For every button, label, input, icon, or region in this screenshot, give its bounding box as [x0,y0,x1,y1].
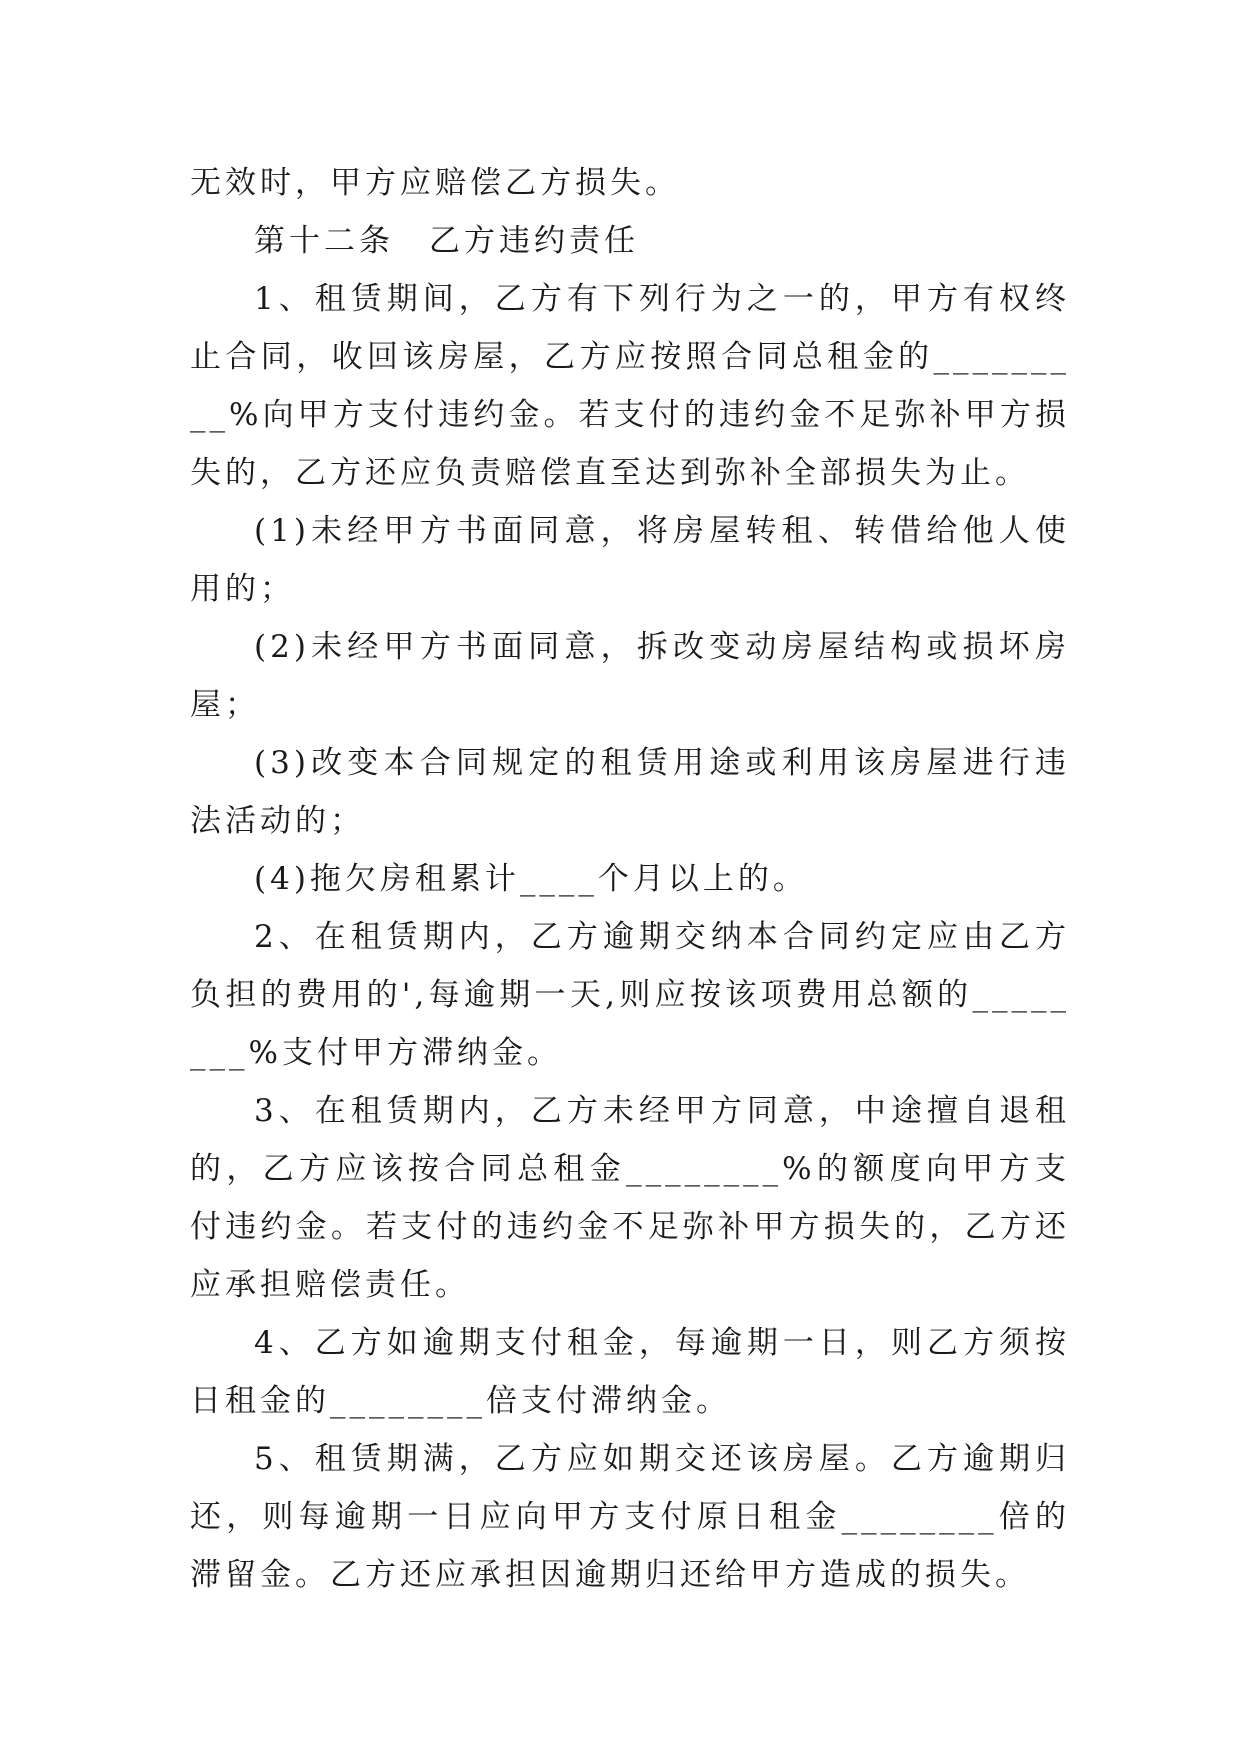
clause-1-item-2: (2)未经甲方书面同意，拆改变动房屋结构或损坏房屋； [190,629,1070,723]
clause-1-item-3: (3)改变本合同规定的租赁用途或利用该房屋进行违法活动的； [190,745,1070,839]
article-12-heading: 第十二条 乙方违约责任 [254,223,639,259]
clause-1: 1、租赁期间，乙方有下列行为之一的，甲方有权终止合同，收回该房屋，乙方应按照合同总租金的_________%向甲方支付违约金。若支付的违约金不足弥补甲方损失的，乙方还应负责赔偿直至达到弥补全部损失为止。 [190,281,1070,491]
clause-3: 3、在租赁期内，乙方未经甲方同意，中途擅自退租的，乙方应该按合同总租金________%的额度向甲方支付违约金。若支付的违约金不足弥补甲方损失的，乙方还应承担赔偿责任。 [190,1093,1070,1303]
document-body [190,154,1070,1604]
clause-1-item-4: (4)拖欠房租累计____个月以上的。 [254,861,808,897]
clause-2: 2、在租赁期内，乙方逾期交纳本合同约定应由乙方负担的费用的',每逾期一天,则应按该项费用总额的________%支付甲方滞纳金。 [190,919,1070,1071]
clause-5: 5、租赁期满，乙方应如期交还该房屋。乙方逾期归还，则每逾期一日应向甲方支付原日租金________倍的滞留金。乙方还应承担因逾期归还给甲方造成的损失。 [190,1441,1070,1593]
clause-4: 4、乙方如逾期支付租金，每逾期一日，则乙方须按日租金的________倍支付滞纳金。 [190,1325,1070,1419]
clause-1-item-1: (1)未经甲方书面同意，将房屋转租、转借给他人使用的； [190,513,1070,607]
paragraph-continuation: 无效时，甲方应赔偿乙方损失。 [190,165,680,201]
